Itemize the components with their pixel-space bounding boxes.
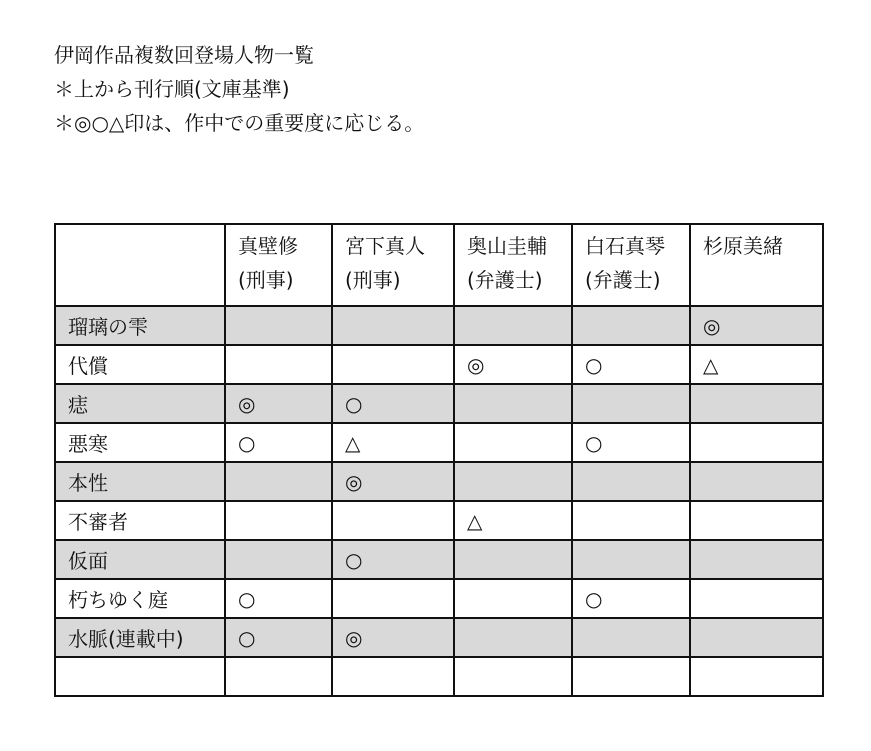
- page-title: 伊岡作品複数回登場人物一覧: [54, 43, 314, 67]
- importance-mark-cell: [225, 501, 332, 540]
- importance-mark-cell: ◎: [690, 306, 823, 345]
- importance-mark-cell: [690, 384, 823, 423]
- table-row: [55, 306, 823, 345]
- importance-mark-cell: [454, 579, 572, 618]
- importance-mark-cell: ◎: [454, 345, 572, 384]
- table-row: [55, 423, 823, 462]
- importance-mark-cell: [454, 618, 572, 657]
- table-row: [55, 618, 823, 657]
- row-title-cell: 不審者: [55, 501, 225, 540]
- importance-mark-cell: ○: [225, 423, 332, 462]
- row-title-cell: 朽ちゆく庭: [55, 579, 225, 618]
- importance-mark-cell: ○: [225, 579, 332, 618]
- table-row: [55, 345, 823, 384]
- importance-mark-cell: [690, 618, 823, 657]
- column-header: [454, 224, 572, 306]
- character-appearance-table: [54, 223, 824, 697]
- importance-mark-cell: ○: [572, 345, 690, 384]
- importance-mark-cell: [225, 345, 332, 384]
- importance-mark-cell: [690, 501, 823, 540]
- importance-mark-cell: [454, 540, 572, 579]
- row-title-cell: 瑠璃の雫: [55, 306, 225, 345]
- importance-mark-cell: [454, 306, 572, 345]
- importance-mark-cell: [690, 540, 823, 579]
- table-row: [55, 462, 823, 501]
- character-name: 杉原美緒: [703, 234, 783, 258]
- importance-mark-cell: ○: [332, 384, 454, 423]
- importance-mark-cell: [690, 423, 823, 462]
- importance-mark-cell: ◎: [332, 618, 454, 657]
- importance-mark-cell: [332, 657, 454, 696]
- character-name: 奥山圭輔: [467, 234, 547, 258]
- importance-mark-cell: [225, 540, 332, 579]
- importance-mark-cell: [572, 384, 690, 423]
- table-row: [55, 501, 823, 540]
- importance-mark-cell: [225, 306, 332, 345]
- note-marks-legend: ＊◎○△印は、作中での重要度に応じる。: [54, 111, 425, 135]
- importance-mark-cell: △: [690, 345, 823, 384]
- importance-mark-cell: [572, 306, 690, 345]
- importance-mark-cell: [572, 501, 690, 540]
- column-header: [690, 224, 823, 306]
- importance-mark-cell: [454, 384, 572, 423]
- importance-mark-cell: [332, 501, 454, 540]
- column-header: [225, 224, 332, 306]
- importance-mark-cell: ○: [572, 423, 690, 462]
- importance-mark-cell: [225, 462, 332, 501]
- table-row: [55, 579, 823, 618]
- importance-mark-cell: [332, 579, 454, 618]
- header-corner-cell: [55, 224, 225, 306]
- column-header: [572, 224, 690, 306]
- importance-mark-cell: [454, 657, 572, 696]
- importance-mark-cell: [690, 579, 823, 618]
- document-header: [54, 38, 424, 140]
- row-title-cell: 仮面: [55, 540, 225, 579]
- importance-mark-cell: [572, 540, 690, 579]
- column-header: [332, 224, 454, 306]
- note-publication-order: ＊上から刊行順(文庫基準): [54, 77, 290, 101]
- importance-mark-cell: [332, 306, 454, 345]
- table-body: [55, 306, 823, 696]
- row-title-cell: 代償: [55, 345, 225, 384]
- character-role: (刑事): [238, 268, 294, 292]
- importance-mark-cell: [690, 657, 823, 696]
- importance-mark-cell: [572, 462, 690, 501]
- character-role: (弁護士): [467, 268, 543, 292]
- importance-mark-cell: [690, 462, 823, 501]
- row-title-cell: 痣: [55, 384, 225, 423]
- row-title-cell: 本性: [55, 462, 225, 501]
- importance-mark-cell: △: [454, 501, 572, 540]
- importance-mark-cell: ○: [225, 618, 332, 657]
- character-name: 宮下真人: [345, 234, 425, 258]
- character-name: 白石真琴: [585, 234, 665, 258]
- importance-mark-cell: [572, 657, 690, 696]
- importance-mark-cell: [454, 462, 572, 501]
- importance-mark-cell: [225, 657, 332, 696]
- row-title-cell: 悪寒: [55, 423, 225, 462]
- importance-mark-cell: [332, 345, 454, 384]
- importance-mark-cell: ◎: [225, 384, 332, 423]
- character-role: (刑事): [345, 268, 401, 292]
- row-title-cell: [55, 657, 225, 696]
- importance-mark-cell: [572, 618, 690, 657]
- row-title-cell: 水脈(連載中): [55, 618, 225, 657]
- importance-mark-cell: △: [332, 423, 454, 462]
- importance-mark-cell: [454, 423, 572, 462]
- character-role: (弁護士): [585, 268, 661, 292]
- table-row: [55, 384, 823, 423]
- table-header-row: [55, 224, 823, 306]
- table-row: [55, 657, 823, 696]
- importance-mark-cell: ○: [572, 579, 690, 618]
- importance-mark-cell: ◎: [332, 462, 454, 501]
- table-row: [55, 540, 823, 579]
- importance-mark-cell: ○: [332, 540, 454, 579]
- character-name: 真壁修: [238, 234, 298, 258]
